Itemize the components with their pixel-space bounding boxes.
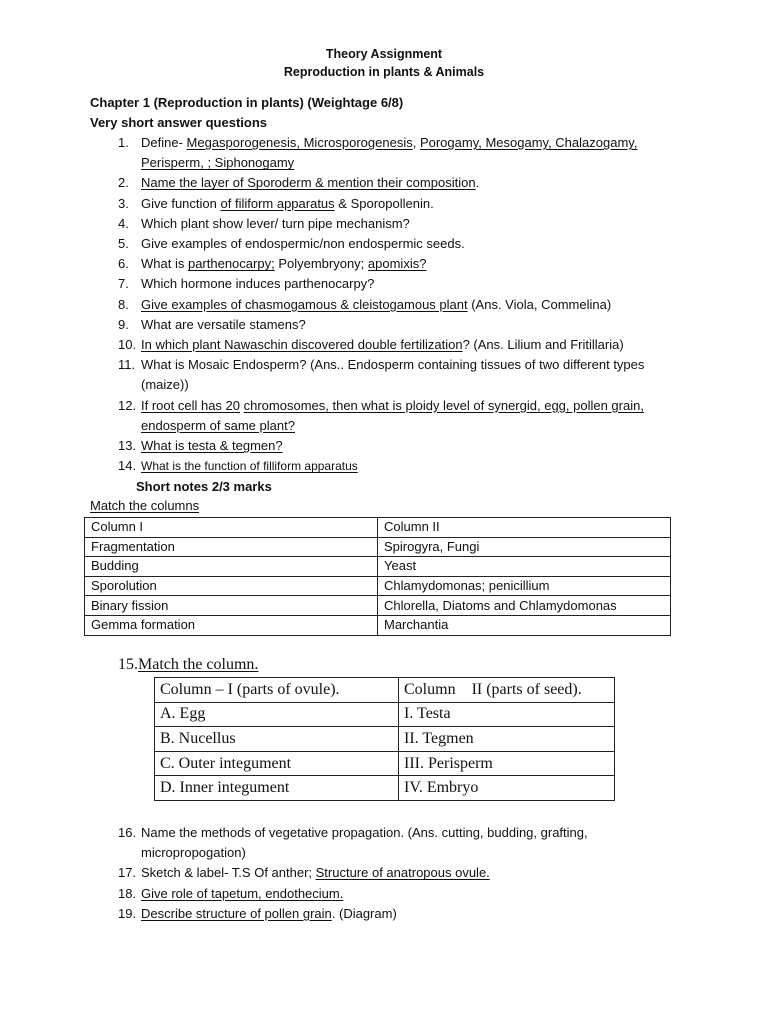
table-header-cell: Column I <box>85 518 378 538</box>
table-header-cell: Column II <box>378 518 671 538</box>
document-subtitle: Reproduction in plants & Animals <box>283 65 485 79</box>
table-row <box>85 615 671 635</box>
table-header-cell: Column II (parts of seed). <box>399 678 615 703</box>
table-cell: D. Inner integument <box>155 776 399 801</box>
list-item: 9. What are versatile stamens? <box>118 316 306 332</box>
table-cell: Chlorella, Diatoms and Chlamydomonas <box>378 596 671 616</box>
table-cell: B. Nucellus <box>155 727 399 752</box>
list-item: 18. Give role of tapetum, endothecium. <box>118 885 344 901</box>
question-list-very-short <box>90 133 680 476</box>
list-item: 10. In which plant Nawaschin discovered double fertilization? (Ans. Lilium and Fritillaria) <box>118 337 624 353</box>
table-header-row <box>85 518 671 538</box>
table-row <box>85 596 671 616</box>
question-text: Match the column. <box>138 656 259 673</box>
section-heading-very-short: Very short answer questions <box>90 115 268 130</box>
list-item: 11. What is Mosaic Endosperm? (Ans.. Endosperm containing tissues of two different types (maize)) <box>118 357 645 393</box>
match-columns-label: Match the columns <box>90 498 200 513</box>
list-item: 7. Which hormone induces parthenocarpy? <box>118 276 375 292</box>
table-cell: Chlamydomonas; penicillium <box>378 576 671 596</box>
table-cell: Fragmentation <box>85 537 378 557</box>
table-cell: Binary fission <box>85 596 378 616</box>
list-item: 8. Give examples of chasmogamous & cleistogamous plant (Ans. Viola, Commelina) <box>118 296 612 312</box>
list-item: 4. Which plant show lever/ turn pipe mechanism? <box>118 215 410 231</box>
list-item: 14. What is the function of filliform apparatus <box>118 458 358 474</box>
table-row <box>155 751 615 776</box>
list-item: 5. Give examples of endospermic/non endospermic seeds. <box>118 236 465 252</box>
table-cell: Yeast <box>378 557 671 577</box>
table-cell: Marchantia <box>378 615 671 635</box>
list-item: 2. Name the layer of Sporoderm & mention their composition. <box>118 175 480 191</box>
list-item: 19. Describe structure of pollen grain. (Diagram) <box>118 905 397 921</box>
list-item: 6. What is parthenocarpy; Polyembryony; apomixis? <box>118 256 427 272</box>
table-cell: Gemma formation <box>85 615 378 635</box>
table-cell: A. Egg <box>155 702 399 727</box>
table-row <box>85 557 671 577</box>
table-header-cell: Column – I (parts of ovule). <box>155 678 399 703</box>
list-item: 1. Define- Megasporogenesis, Microsporogenesis, Porogamy, Mesogamy, Chalazogamy, Perisperm, ; Siphonogamy <box>118 135 638 171</box>
question-list-continued <box>90 823 680 924</box>
question-15 <box>118 656 258 674</box>
table-row <box>85 576 671 596</box>
list-item: 16. Name the methods of vegetative propagation. (Ans. cutting, budding, grafting, micropropogation) <box>118 825 588 861</box>
chapter-heading: Chapter 1 (Reproduction in plants) (Weightage 6/8) <box>90 95 404 110</box>
table-row <box>155 776 615 801</box>
list-item: 3. Give function of filiform apparatus & Sporopollenin. <box>118 195 434 211</box>
table-cell: Spirogyra, Fungi <box>378 537 671 557</box>
table-header-row <box>155 678 615 703</box>
list-item: 17. Sketch & label- T.S Of anther; Structure of anatropous ovule. <box>118 865 490 881</box>
table-cell: IV. Embryo <box>399 776 615 801</box>
table-cell: III. Perisperm <box>399 751 615 776</box>
match-table-reproduction <box>84 517 671 636</box>
table-cell: I. Testa <box>399 702 615 727</box>
table-cell: Budding <box>85 557 378 577</box>
document-title: Theory Assignment <box>325 47 443 61</box>
table-cell: II. Tegmen <box>399 727 615 752</box>
table-row <box>155 702 615 727</box>
match-table-ovule-seed <box>154 677 615 801</box>
question-number: 15. <box>118 656 138 673</box>
table-row <box>155 727 615 752</box>
table-row <box>85 537 671 557</box>
table-cell: Sporolution <box>85 576 378 596</box>
list-item: 13. What is testa & tegmen? <box>118 438 283 454</box>
table-cell: C. Outer integument <box>155 751 399 776</box>
list-item: 12. If root cell has 20 chromosomes, then what is ploidy level of synergid, egg, pollen grain, endosperm of same plant? <box>118 397 644 433</box>
section-heading-short-notes: Short notes 2/3 marks <box>136 479 272 494</box>
